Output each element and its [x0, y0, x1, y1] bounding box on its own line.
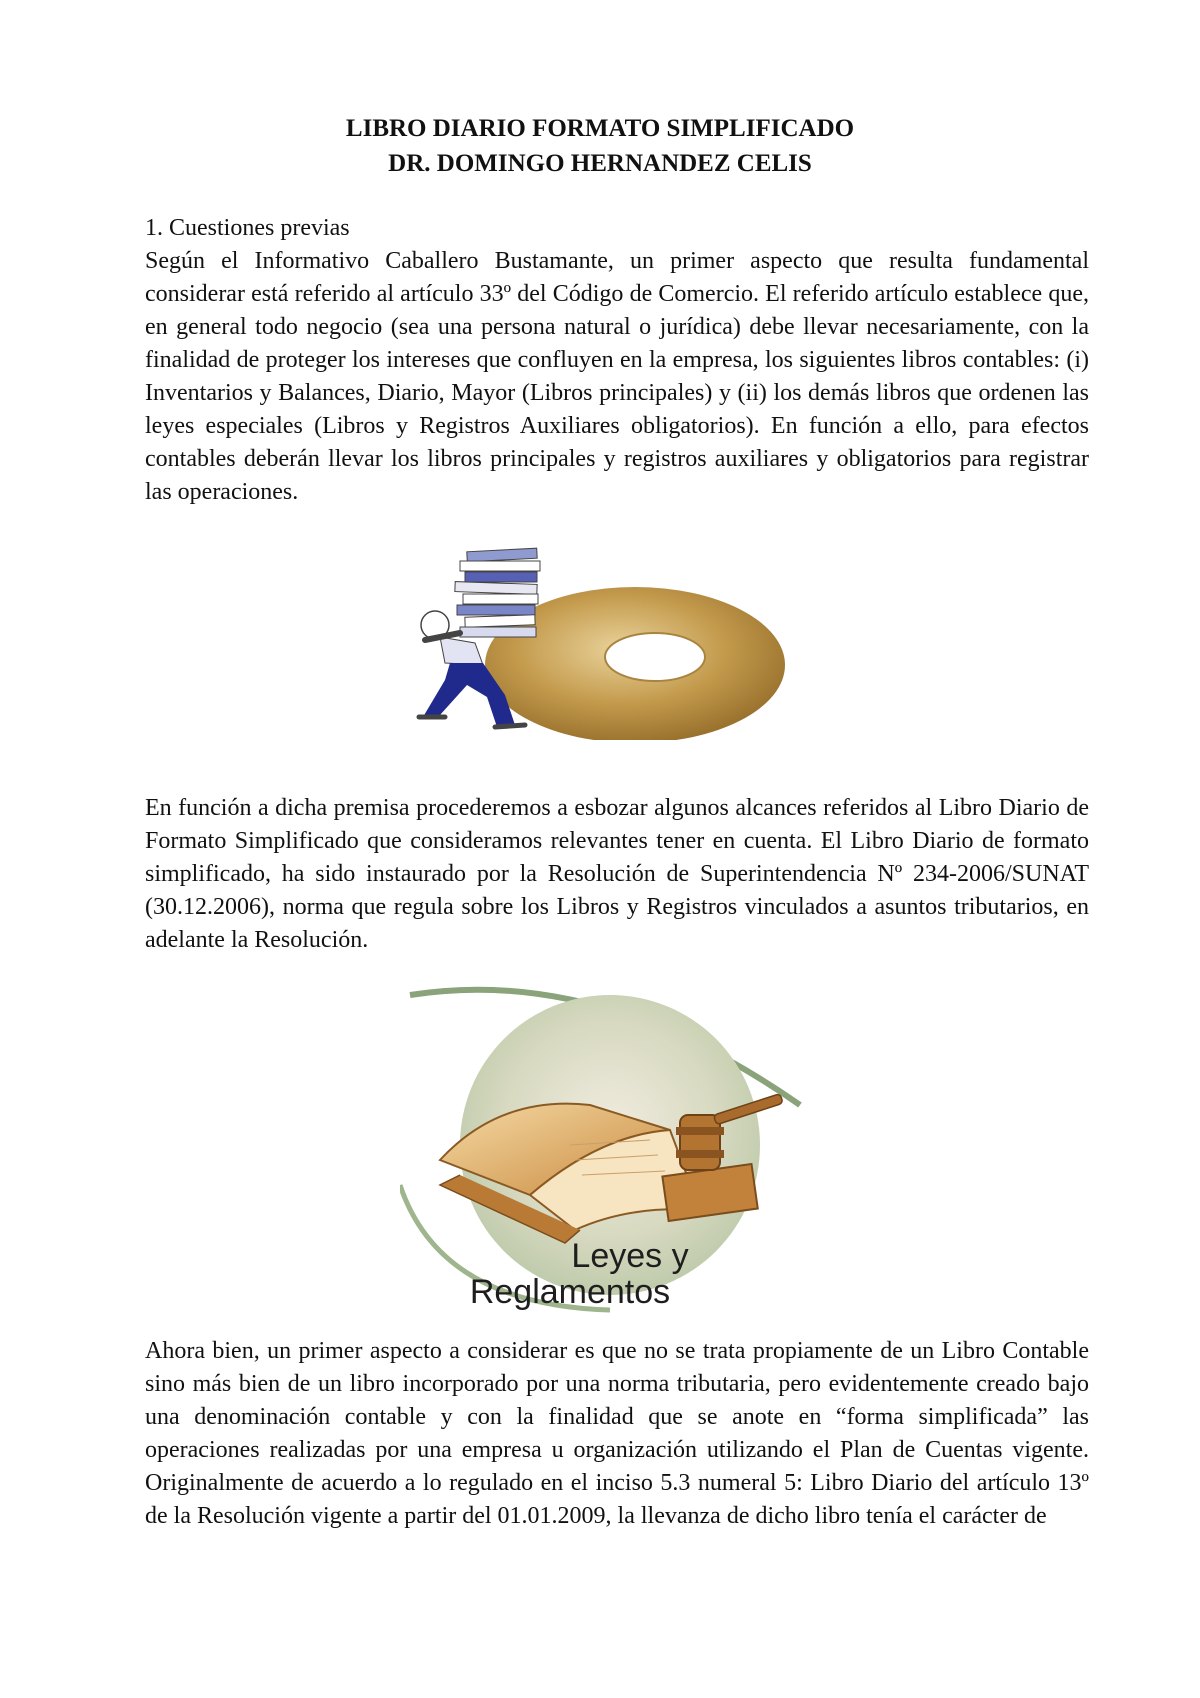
document-title: LIBRO DIARIO FORMATO SIMPLIFICADO — [345, 115, 855, 142]
person-carrying-books-disc-icon — [405, 545, 795, 740]
books-disc-illustration — [405, 545, 795, 740]
section-heading: 1. Cuestiones previas — [145, 215, 350, 241]
caption-line2: Reglamentos — [469, 1273, 671, 1311]
paragraph-resolution: En función a dicha premisa procederemos a esbozar algunos alcances referidos al Libro Diario de Formato Simplificado que consideramos relevantes tener en cuenta. El Libro Diario de formato simplificado, ha sido instaurado por la Resolución de Superintendencia Nº 234-2006/SUNAT (30.12.2006), norma que regula sobre los Libros y Registros vinculados a asuntos tributarios, en adelante la Resolución. — [145, 795, 1089, 953]
document-author: DR. DOMINGO HERNANDEZ CELIS — [388, 150, 812, 177]
ledger-gavel-illustration — [400, 985, 820, 1315]
open-ledger-gavel-icon — [400, 985, 820, 1315]
paragraph-intro: Según el Informativo Caballero Bustamante, un primer aspecto que resulta fundamental considerar está referido al artículo 33º del Código de Comercio. El referido artículo establece que, en general todo negocio (sea una persona natural o jurídica) debe llevar necesariamente, con la finalidad de proteger los intereses que confluyen en la empresa, los siguientes libros contables: (i) Inventarios y Balances, Diario, Mayor (Libros principales) y (ii) los demás libros que ordenen las leyes especiales (Libros y Registros Auxiliares obligatorios). En función a ello, para efectos contables deberán llevar los libros principales y registros auxiliares y obligatorios para registrar las operaciones. — [145, 248, 1089, 505]
paragraph-tax-book: Ahora bien, un primer aspecto a considerar es que no se trata propiamente de un Libro Contable sino más bien de un libro incorporado por una norma tributaria, pero evidentemente creado bajo una denominación contable y con la finalidad que se anote en “forma simplificada” las operaciones realizadas por una empresa u organización utilizando el Plan de Cuentas vigente. Originalmente de acuerdo a lo regulado en el inciso 5.3 numeral 5: Libro Diario del artículo 13º de la Resolución vigente a partir del 01.01.2009, la llevanza de dicho libro tenía el carácter de — [145, 1338, 1089, 1529]
caption-line1: Leyes y — [571, 1237, 689, 1275]
